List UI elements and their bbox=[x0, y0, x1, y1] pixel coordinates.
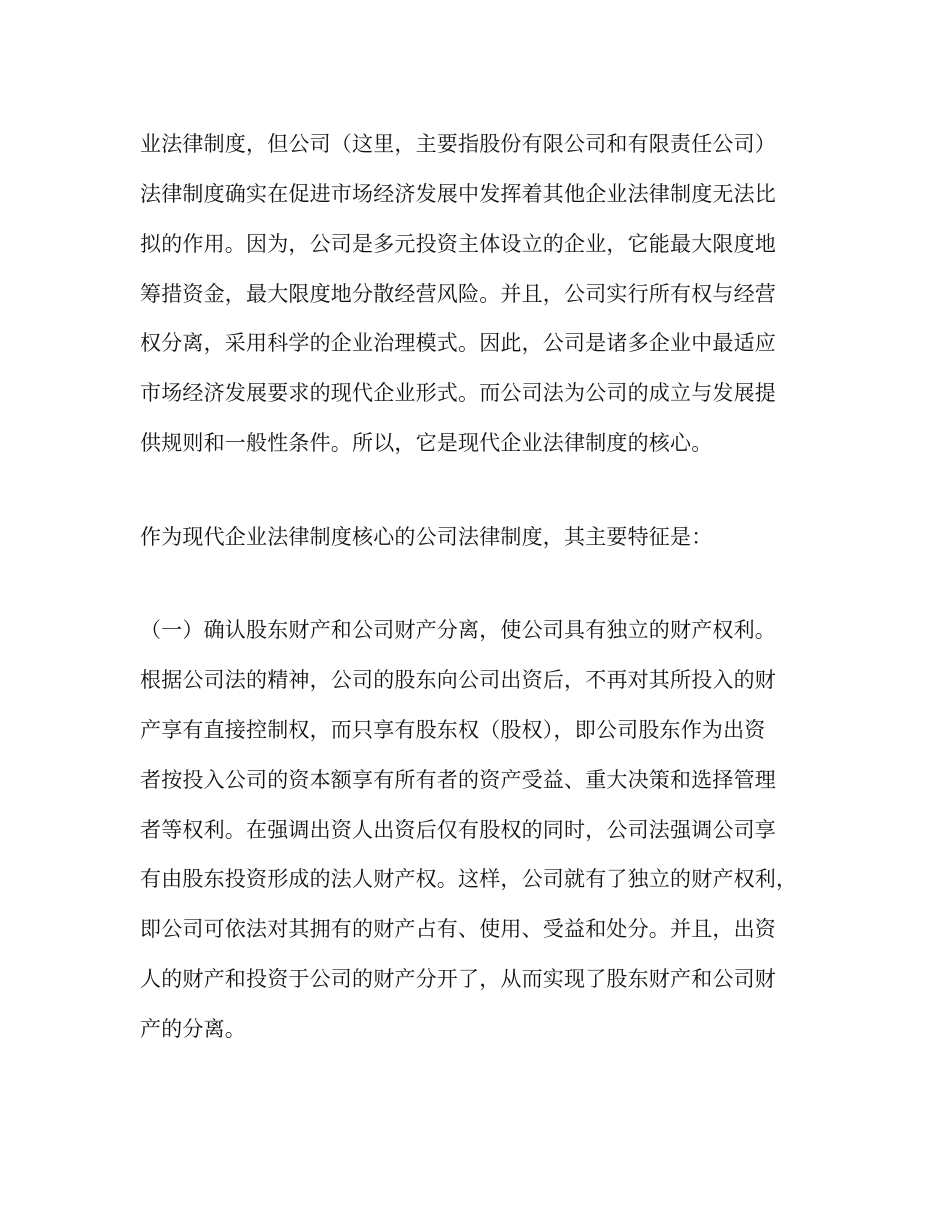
text-line: 业法律制度，但公司（这里，主要指股份有限公司和有限责任公司） bbox=[140, 132, 776, 156]
text-line: 有由股东投资形成的法人财产权。这样，公司就有了独立的财产权利， bbox=[140, 867, 798, 891]
text-line: 者等权利。在强调出资人出资后仅有股权的同时，公司法强调公司享 bbox=[140, 818, 776, 842]
text-line: 法律制度确实在促进市场经济发展中发挥着其他企业法律制度无法比 bbox=[140, 182, 776, 206]
text-line: 市场经济发展要求的现代企业形式。而公司法为公司的成立与发展提 bbox=[140, 381, 776, 405]
text-line: 供规则和一般性条件。所以，它是现代企业法律制度的核心。 bbox=[140, 431, 713, 455]
text-line: 即公司可依法对其拥有的财产占有、使用、受益和处分。并且，出资 bbox=[140, 917, 776, 941]
text-line: 筹措资金，最大限度地分散经营风险。并且，公司实行所有权与经营 bbox=[140, 282, 776, 306]
text-line: （一）确认股东财产和公司财产分离，使公司具有独立的财产权利。 bbox=[140, 618, 776, 642]
text-line: 产的分离。 bbox=[140, 1017, 246, 1041]
text-line: 拟的作用。因为，公司是多元投资主体设立的企业，它能最大限度地 bbox=[140, 232, 776, 256]
text-line: 人的财产和投资于公司的财产分开了，从而实现了股东财产和公司财 bbox=[140, 967, 776, 991]
text-line: 产享有直接控制权，而只享有股东权（股权），即公司股东作为出资 bbox=[140, 718, 766, 742]
text-line: 根据公司法的精神，公司的股东向公司出资后，不再对其所投入的财 bbox=[140, 668, 776, 692]
text-line: 者按投入公司的资本额享有所有者的资产受益、重大决策和选择管理 bbox=[140, 768, 776, 792]
text-line: 权分离，采用科学的企业治理模式。因此，公司是诸多企业中最适应 bbox=[140, 331, 776, 355]
text-line: 作为现代企业法律制度核心的公司法律制度，其主要特征是： bbox=[140, 525, 713, 549]
